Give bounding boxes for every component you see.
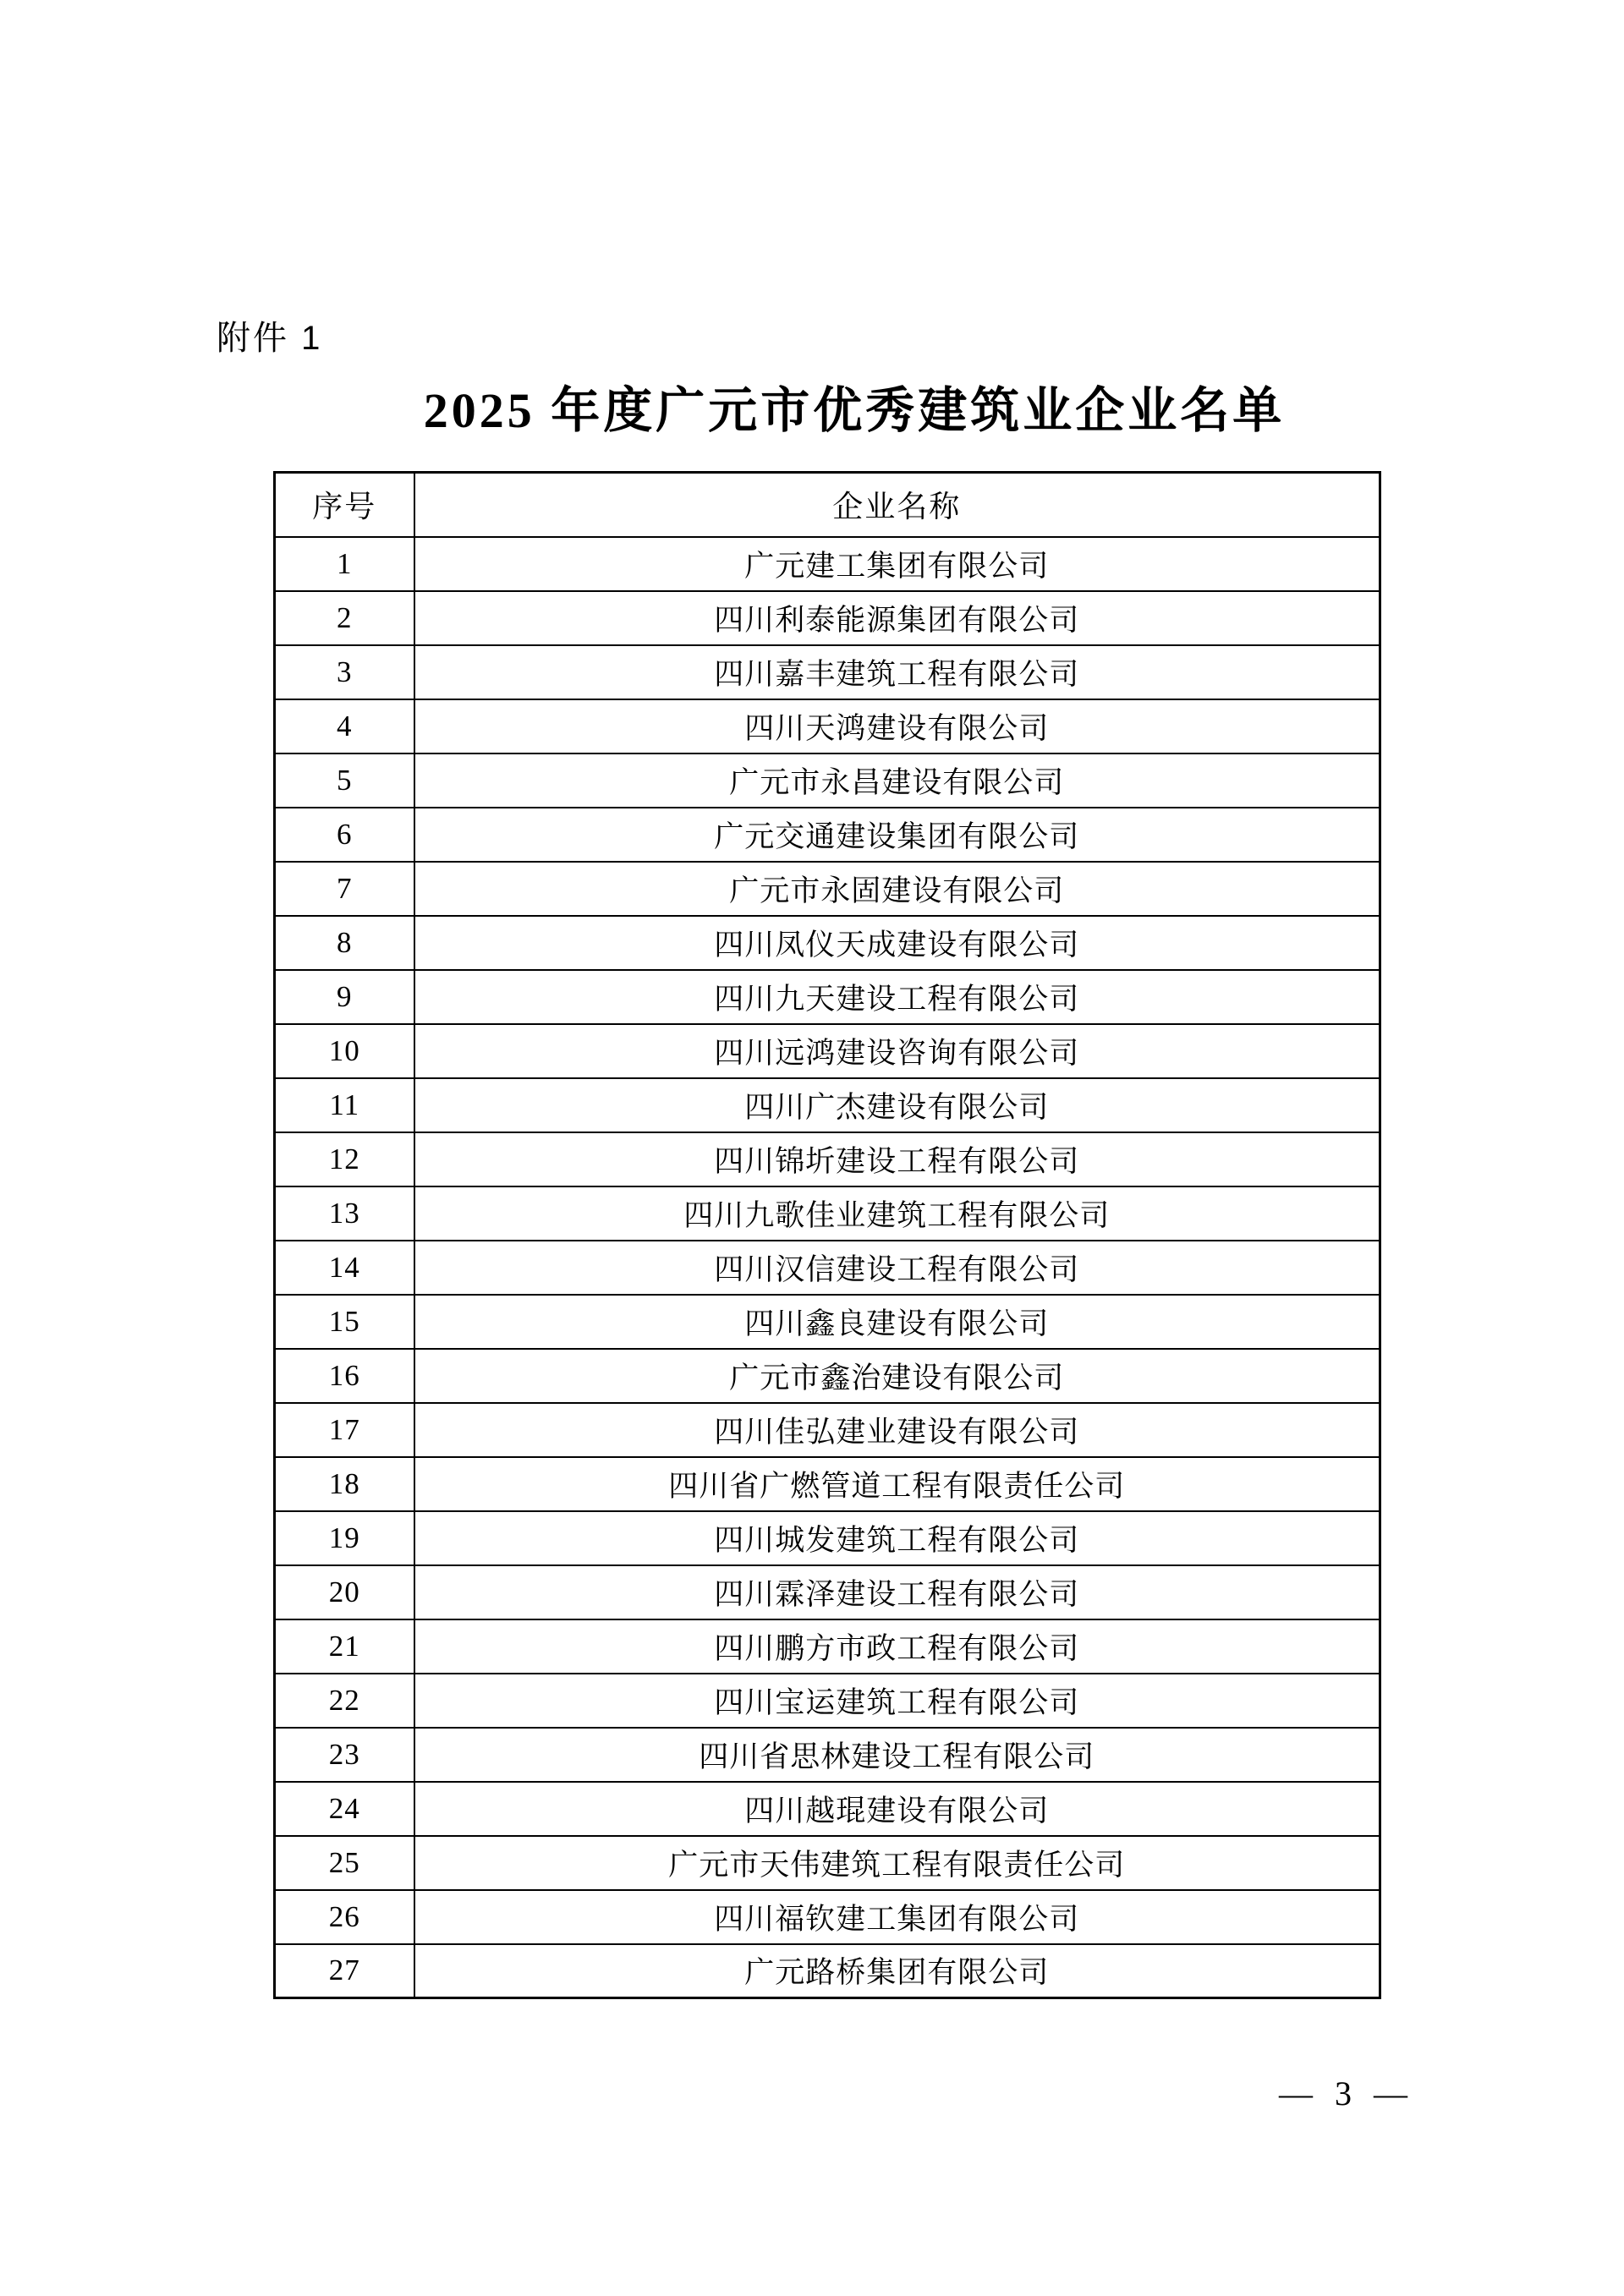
row-index-cell: 8 <box>275 916 414 970</box>
page-number: — 3 — <box>1279 2074 1414 2112</box>
table-row <box>275 1944 1380 1998</box>
company-name-cell: 四川汉信建设工程有限公司 <box>414 1241 1380 1295</box>
row-index-cell: 21 <box>275 1619 414 1674</box>
company-name-cell: 四川越琨建设有限公司 <box>414 1782 1380 1836</box>
table-row <box>275 699 1380 753</box>
row-index-cell: 25 <box>275 1836 414 1890</box>
company-name-cell: 四川鹏方市政工程有限公司 <box>414 1619 1380 1674</box>
company-name-cell: 四川远鸿建设咨询有限公司 <box>414 1024 1380 1078</box>
company-name-cell: 广元市天伟建筑工程有限责任公司 <box>414 1836 1380 1890</box>
page-title: 2025 年度广元市优秀建筑业企业名单 <box>423 383 1286 438</box>
row-index-cell: 3 <box>275 645 414 699</box>
company-name-cell: 四川福钦建工集团有限公司 <box>414 1890 1380 1944</box>
table-header <box>275 473 1380 537</box>
row-index-cell: 2 <box>275 591 414 645</box>
table-row <box>275 1024 1380 1078</box>
table-row <box>275 537 1380 591</box>
row-index-cell: 22 <box>275 1674 414 1728</box>
company-name-cell: 四川九天建设工程有限公司 <box>414 970 1380 1024</box>
table-row <box>275 1349 1380 1403</box>
table-row <box>275 1619 1380 1674</box>
table-row <box>275 1457 1380 1511</box>
company-name-cell: 四川嘉丰建筑工程有限公司 <box>414 645 1380 699</box>
company-name-cell: 四川城发建筑工程有限公司 <box>414 1511 1380 1565</box>
row-index-cell: 10 <box>275 1024 414 1078</box>
table-row <box>275 970 1380 1024</box>
table-row <box>275 1782 1380 1836</box>
company-name-cell: 广元市永昌建设有限公司 <box>414 753 1380 808</box>
column-header-company-name: 企业名称 <box>414 473 1380 537</box>
company-name-cell: 四川鑫良建设有限公司 <box>414 1295 1380 1349</box>
table-row <box>275 645 1380 699</box>
table-row <box>275 862 1380 916</box>
company-name-cell: 广元市永固建设有限公司 <box>414 862 1380 916</box>
row-index-cell: 7 <box>275 862 414 916</box>
attachment-label: 附件 1 <box>217 320 323 357</box>
table-row <box>275 1186 1380 1241</box>
company-name-cell: 四川凤仪天成建设有限公司 <box>414 916 1380 970</box>
company-name-cell: 广元建工集团有限公司 <box>414 537 1380 591</box>
company-name-cell: 四川宝运建筑工程有限公司 <box>414 1674 1380 1728</box>
table-row <box>275 808 1380 862</box>
row-index-cell: 18 <box>275 1457 414 1511</box>
company-name-cell: 广元路桥集团有限公司 <box>414 1944 1380 1998</box>
row-index-cell: 17 <box>275 1403 414 1457</box>
row-index-cell: 14 <box>275 1241 414 1295</box>
company-name-cell: 四川天鸿建设有限公司 <box>414 699 1380 753</box>
row-index-cell: 11 <box>275 1078 414 1132</box>
row-index-cell: 4 <box>275 699 414 753</box>
row-index-cell: 19 <box>275 1511 414 1565</box>
company-name-cell: 四川省思林建设工程有限公司 <box>414 1728 1380 1782</box>
company-name-cell: 四川锦圻建设工程有限公司 <box>414 1132 1380 1186</box>
row-index-cell: 23 <box>275 1728 414 1782</box>
column-header-index: 序号 <box>275 473 414 537</box>
table-row <box>275 1403 1380 1457</box>
table-row <box>275 1836 1380 1890</box>
row-index-cell: 26 <box>275 1890 414 1944</box>
row-index-cell: 9 <box>275 970 414 1024</box>
table-row <box>275 1511 1380 1565</box>
row-index-cell: 6 <box>275 808 414 862</box>
table-row <box>275 1565 1380 1619</box>
row-index-cell: 5 <box>275 753 414 808</box>
table-body <box>275 537 1380 1998</box>
enterprise-table <box>273 471 1381 1999</box>
company-name-cell: 四川广杰建设有限公司 <box>414 1078 1380 1132</box>
company-name-cell: 四川利泰能源集团有限公司 <box>414 591 1380 645</box>
row-index-cell: 13 <box>275 1186 414 1241</box>
row-index-cell: 12 <box>275 1132 414 1186</box>
table-row <box>275 591 1380 645</box>
table-row <box>275 1132 1380 1186</box>
row-index-cell: 20 <box>275 1565 414 1619</box>
company-name-cell: 广元交通建设集团有限公司 <box>414 808 1380 862</box>
table-row <box>275 916 1380 970</box>
row-index-cell: 24 <box>275 1782 414 1836</box>
row-index-cell: 16 <box>275 1349 414 1403</box>
company-name-cell: 四川省广燃管道工程有限责任公司 <box>414 1457 1380 1511</box>
table-row <box>275 1078 1380 1132</box>
company-name-cell: 四川霖泽建设工程有限公司 <box>414 1565 1380 1619</box>
row-index-cell: 15 <box>275 1295 414 1349</box>
row-index-cell: 27 <box>275 1944 414 1998</box>
table-row <box>275 1890 1380 1944</box>
row-index-cell: 1 <box>275 537 414 591</box>
table-header-row <box>275 473 1380 537</box>
company-name-cell: 四川佳弘建业建设有限公司 <box>414 1403 1380 1457</box>
company-name-cell: 广元市鑫治建设有限公司 <box>414 1349 1380 1403</box>
company-name-cell: 四川九歌佳业建筑工程有限公司 <box>414 1186 1380 1241</box>
table-row <box>275 753 1380 808</box>
table-row <box>275 1674 1380 1728</box>
table-row <box>275 1728 1380 1782</box>
table-row <box>275 1241 1380 1295</box>
table-row <box>275 1295 1380 1349</box>
